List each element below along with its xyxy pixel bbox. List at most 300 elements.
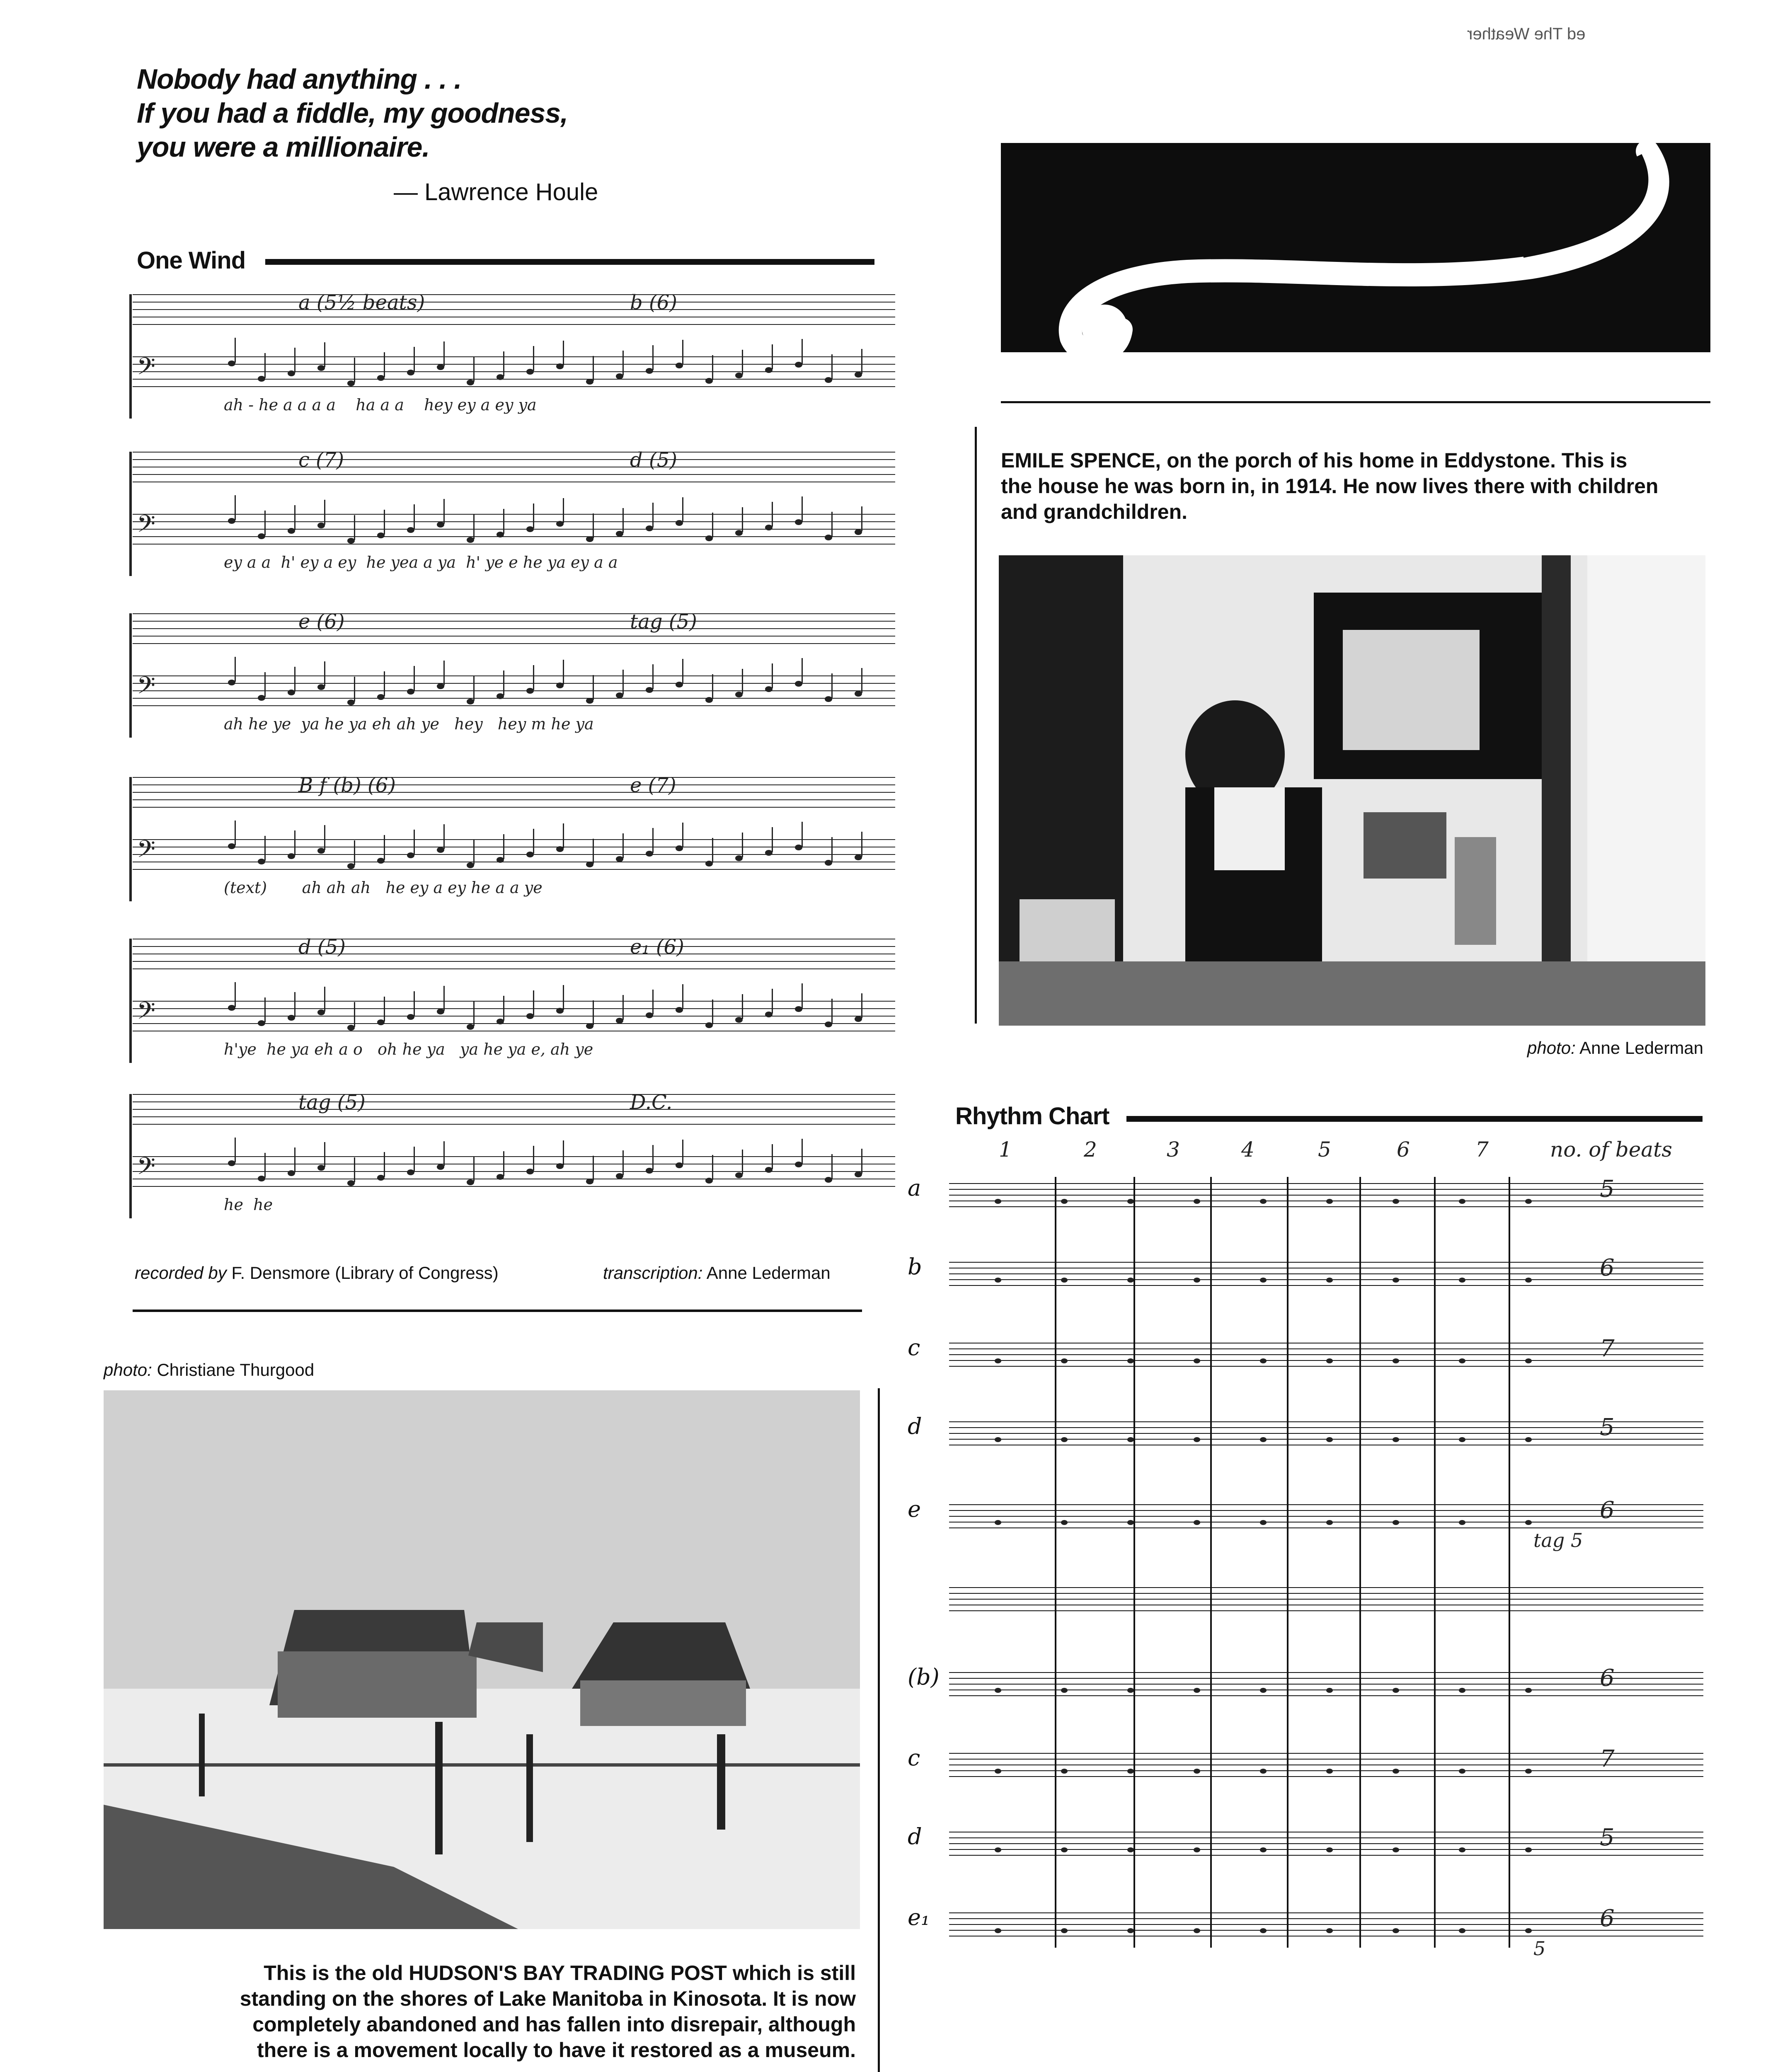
note-stem — [772, 827, 773, 852]
system-brace — [129, 613, 132, 738]
top-right-rule — [1001, 401, 1710, 403]
note-stem — [294, 505, 295, 530]
rhythm-staff-line — [949, 1366, 1703, 1367]
one-wind-title-rule — [265, 259, 874, 265]
rhythm-note — [1459, 1437, 1465, 1442]
rhythm-note — [1326, 1437, 1333, 1442]
rhythm-note — [1326, 1358, 1333, 1363]
rhythm-row-label: e — [908, 1496, 921, 1522]
note-stem — [861, 506, 862, 531]
rhythm-barline — [1133, 1177, 1135, 1948]
rhythm-column-header: no. of beats — [1550, 1138, 1672, 1162]
note-stem — [622, 670, 624, 695]
bass-clef-icon: 𝄢 — [137, 997, 156, 1031]
note-stem — [294, 1147, 295, 1172]
bass-clef-icon: 𝄢 — [137, 510, 156, 544]
rhythm-note — [1194, 1769, 1200, 1774]
rhythm-staff-line — [949, 1684, 1703, 1685]
rhythm-note — [1525, 1520, 1532, 1525]
note-stem — [294, 348, 295, 373]
marker-staff — [133, 452, 895, 489]
rhythm-barline — [1055, 1177, 1056, 1948]
rhythm-column-header: 1 — [999, 1138, 1012, 1162]
rhythm-note — [1127, 1358, 1134, 1363]
note-stem — [264, 836, 266, 861]
note-stem — [593, 356, 594, 381]
note-stem — [294, 667, 295, 692]
note-stem — [354, 840, 355, 865]
note-stem — [443, 1141, 445, 1166]
note-stem — [294, 830, 295, 855]
note-stem — [414, 347, 415, 372]
score-bottom-rule — [133, 1310, 862, 1312]
note-stem — [533, 990, 534, 1015]
section-marker: d (5) — [630, 448, 677, 472]
rhythm-row-note: 5 — [1533, 1937, 1546, 1960]
rhythm-staff-line — [949, 1262, 1703, 1263]
section-marker: a (5½ beats) — [298, 291, 425, 314]
note-stem — [831, 1154, 833, 1179]
rhythm-note — [1525, 1358, 1532, 1363]
note-stem — [503, 834, 504, 859]
rhythm-note — [1194, 1437, 1200, 1442]
note-stem — [443, 661, 445, 685]
post-photo-credit — [104, 1360, 314, 1380]
note-stem — [861, 1149, 862, 1174]
rhythm-note — [1061, 1769, 1068, 1774]
one-wind-title: One Wind — [137, 247, 246, 274]
rhythm-note — [1326, 1520, 1333, 1525]
rhythm-note — [1459, 1199, 1465, 1204]
rhythm-note — [1061, 1437, 1068, 1442]
rhythm-staff-line — [949, 1924, 1703, 1925]
note-stem — [772, 663, 773, 688]
rhythm-barline — [1287, 1177, 1288, 1948]
rhythm-staff-line — [949, 1510, 1703, 1511]
quote-line-2: If you had a fiddle, my goodness, — [137, 97, 568, 129]
rhythm-note — [1326, 1688, 1333, 1693]
spence-photo-caption: EMILE SPENCE, on the porch of his home in Eddystone. This is the house he was born in, in 1914. He now lives there with children and grandchildren. — [1001, 449, 1659, 523]
note-stem — [324, 987, 325, 1012]
note-stem — [652, 345, 654, 370]
transcription-label: transcription: — [603, 1263, 703, 1283]
rhythm-note — [1260, 1769, 1267, 1774]
rhythm-staff-line — [949, 1527, 1703, 1528]
rhythm-row-label: d — [908, 1413, 922, 1439]
rhythm-beat-count: 6 — [1600, 1905, 1615, 1932]
rhythm-staff-line — [949, 1504, 1703, 1505]
rhythm-beat-count: 5 — [1600, 1176, 1615, 1203]
rhythm-staff-line — [949, 1433, 1703, 1434]
rhythm-staff-line — [949, 1599, 1703, 1600]
note-stem — [473, 840, 475, 864]
rhythm-staff-line — [949, 1918, 1703, 1919]
note-stem — [264, 511, 266, 535]
note-stem — [533, 346, 534, 371]
note-stem — [414, 666, 415, 691]
rhythm-note — [1459, 1688, 1465, 1693]
marker-staff — [133, 613, 895, 651]
note-stem — [294, 992, 295, 1017]
rhythm-note — [1459, 1928, 1465, 1933]
rhythm-note — [1061, 1278, 1068, 1283]
lyric-line: ey a a h' ey a ey he yea a ya h' ye e he ya ey a a — [224, 553, 618, 571]
note-stem — [652, 503, 654, 528]
rhythm-note — [1393, 1278, 1399, 1283]
note-stem — [324, 342, 325, 367]
note-stem — [235, 657, 236, 682]
rhythm-note — [995, 1358, 1001, 1363]
rhythm-barline — [1434, 1177, 1436, 1948]
quote-line-1: Nobody had anything . . . — [137, 63, 462, 95]
rhythm-staff-line — [949, 1753, 1703, 1754]
rhythm-note — [1326, 1928, 1333, 1933]
system-brace — [129, 294, 132, 419]
rhythm-staff-line — [949, 1672, 1703, 1673]
system-brace — [129, 777, 132, 901]
rhythm-note — [1459, 1769, 1465, 1774]
note-stem — [533, 503, 534, 528]
transcription-value: Anne Lederman — [706, 1263, 831, 1283]
section-marker: e (7) — [630, 774, 676, 797]
rhythm-note — [1393, 1437, 1399, 1442]
note-stem — [742, 994, 743, 1019]
rhythm-note — [1525, 1928, 1532, 1933]
note-stem — [772, 344, 773, 369]
rhythm-staff-line — [949, 1183, 1703, 1184]
note-stem — [563, 341, 564, 366]
note-stem — [712, 1155, 713, 1180]
spence-credit-value: Anne Lederman — [1579, 1038, 1704, 1058]
rhythm-beat-count: 5 — [1600, 1414, 1615, 1441]
note-stem — [831, 512, 833, 537]
note-stem — [772, 1144, 773, 1169]
bass-clef-icon: 𝄢 — [137, 671, 156, 705]
quote-line-3: you were a millionaire. — [137, 131, 430, 163]
note-stem — [354, 1157, 355, 1182]
rhythm-note — [1061, 1199, 1068, 1204]
rhythm-note — [995, 1199, 1001, 1204]
note-stem — [652, 1145, 654, 1170]
rhythm-staff-line — [949, 1206, 1703, 1207]
rhythm-note — [1127, 1847, 1134, 1852]
lyric-line: ah - he a a a a ha a a hey ey a ey ya — [224, 396, 537, 414]
rhythm-staff-line — [949, 1421, 1703, 1422]
marker-staff — [133, 294, 895, 332]
rhythm-note — [1194, 1847, 1200, 1852]
rhythm-note — [1127, 1278, 1134, 1283]
note-stem — [831, 354, 833, 379]
note-stem — [235, 821, 236, 845]
note-stem — [235, 495, 236, 520]
rhythm-note — [1127, 1199, 1134, 1204]
note-stem — [712, 838, 713, 863]
note-stem — [802, 658, 803, 683]
rhythm-chart-title-rule — [1126, 1116, 1703, 1122]
rhythm-chart-vertical-rule — [878, 1388, 880, 2072]
rhythm-staff-line — [949, 1695, 1703, 1696]
rhythm-note — [1127, 1520, 1134, 1525]
post-credit-label: photo: — [104, 1360, 152, 1380]
note-stem — [802, 1139, 803, 1164]
rhythm-staff-line — [949, 1273, 1703, 1274]
notes-staff — [133, 356, 895, 394]
note-stem — [384, 1152, 385, 1177]
rhythm-note — [1525, 1769, 1532, 1774]
rhythm-beat-count: 6 — [1600, 1497, 1615, 1524]
notes-staff — [133, 675, 895, 713]
rhythm-note — [995, 1928, 1001, 1933]
note-stem — [503, 1151, 504, 1176]
note-stem — [354, 677, 355, 702]
note-stem — [264, 1153, 266, 1178]
rhythm-note — [1393, 1928, 1399, 1933]
note-stem — [384, 510, 385, 535]
note-stem — [593, 1000, 594, 1025]
note-stem — [831, 999, 833, 1024]
note-stem — [742, 350, 743, 375]
note-stem — [473, 1001, 475, 1026]
rhythm-row-label: (b) — [908, 1664, 940, 1690]
rhythm-note — [1194, 1199, 1200, 1204]
rhythm-note — [1393, 1520, 1399, 1525]
section-marker: tag (5) — [298, 1091, 366, 1114]
rhythm-column-header: 2 — [1084, 1138, 1097, 1162]
rhythm-column-header: 7 — [1475, 1138, 1489, 1162]
rhythm-barline — [1210, 1177, 1212, 1948]
note-stem — [802, 822, 803, 847]
notes-staff — [133, 1001, 895, 1038]
marker-staff — [133, 777, 895, 814]
note-stem — [802, 496, 803, 521]
rhythm-staff-line — [949, 1587, 1703, 1588]
rhythm-row-label: c — [908, 1334, 920, 1360]
note-stem — [443, 499, 445, 524]
rhythm-note — [1127, 1769, 1134, 1774]
note-stem — [861, 993, 862, 1018]
note-stem — [622, 1150, 624, 1175]
rhythm-row-label: b — [908, 1254, 922, 1280]
rhythm-note — [1127, 1437, 1134, 1442]
note-stem — [772, 502, 773, 527]
spence-vertical-rule — [975, 427, 977, 1024]
note-stem — [622, 833, 624, 858]
note-stem — [473, 1157, 475, 1181]
rhythm-note — [1194, 1520, 1200, 1525]
note-stem — [622, 995, 624, 1020]
note-stem — [563, 660, 564, 685]
recording-credit — [135, 1263, 499, 1283]
note-stem — [264, 997, 266, 1022]
note-stem — [563, 498, 564, 523]
rhythm-note — [1260, 1437, 1267, 1442]
bass-clef-icon: 𝄢 — [137, 835, 156, 869]
note-stem — [682, 1140, 683, 1164]
rhythm-note — [1393, 1199, 1399, 1204]
note-stem — [324, 825, 325, 850]
note-stem — [324, 500, 325, 525]
rhythm-note — [1260, 1928, 1267, 1933]
notes-staff — [133, 1156, 895, 1193]
note-stem — [235, 982, 236, 1007]
rhythm-staff-line — [949, 1195, 1703, 1196]
rhythm-note — [1260, 1520, 1267, 1525]
rhythm-beat-count: 6 — [1600, 1665, 1615, 1692]
rhythm-note — [1260, 1688, 1267, 1693]
rhythm-note — [1525, 1278, 1532, 1283]
section-marker: D.C. — [630, 1091, 673, 1114]
rhythm-note — [1326, 1199, 1333, 1204]
rhythm-note — [1525, 1199, 1532, 1204]
note-stem — [503, 509, 504, 534]
rhythm-note — [995, 1520, 1001, 1525]
notes-staff — [133, 514, 895, 551]
note-stem — [354, 358, 355, 382]
rhythm-note — [1194, 1688, 1200, 1693]
rhythm-beat-count: 6 — [1600, 1254, 1615, 1281]
note-stem — [682, 659, 683, 684]
rhythm-staff-line — [949, 1759, 1703, 1760]
note-stem — [712, 674, 713, 699]
rhythm-note — [995, 1847, 1001, 1852]
rhythm-row-label: e₁ — [908, 1904, 930, 1930]
note-stem — [264, 672, 266, 697]
rhythm-note — [1061, 1928, 1068, 1933]
note-stem — [831, 673, 833, 698]
post-credit-value: Christiane Thurgood — [157, 1360, 315, 1380]
rhythm-note — [1260, 1278, 1267, 1283]
rhythm-row-label: c — [908, 1745, 920, 1771]
rhythm-note — [1194, 1358, 1200, 1363]
note-stem — [861, 832, 862, 857]
rhythm-chart-title: Rhythm Chart — [955, 1103, 1109, 1130]
rhythm-staff-line — [949, 1516, 1703, 1517]
note-stem — [742, 1150, 743, 1174]
top-corner-text: ed The Weather — [1467, 25, 1586, 43]
recorded-by-label: recorded by — [135, 1263, 227, 1283]
note-stem — [235, 1138, 236, 1162]
rhythm-note — [995, 1769, 1001, 1774]
section-marker: tag (5) — [630, 610, 697, 633]
note-stem — [652, 664, 654, 689]
rhythm-note — [995, 1688, 1001, 1693]
note-stem — [384, 997, 385, 1021]
note-stem — [772, 989, 773, 1014]
rhythm-beat-count: 7 — [1600, 1335, 1615, 1362]
note-stem — [742, 507, 743, 532]
notes-staff — [133, 839, 895, 876]
note-stem — [563, 985, 564, 1010]
note-stem — [324, 661, 325, 686]
marker-staff — [133, 1094, 895, 1131]
rhythm-note — [1326, 1769, 1333, 1774]
note-stem — [802, 339, 803, 364]
note-stem — [652, 828, 654, 853]
note-stem — [354, 515, 355, 540]
note-stem — [503, 670, 504, 695]
rhythm-note — [1525, 1847, 1532, 1852]
rhythm-note — [1525, 1688, 1532, 1693]
note-stem — [414, 1147, 415, 1172]
note-stem — [443, 341, 445, 366]
note-stem — [712, 355, 713, 380]
rhythm-beat-count: 5 — [1600, 1824, 1615, 1851]
rhythm-note — [1260, 1358, 1267, 1363]
rhythm-staff-line — [949, 1912, 1703, 1913]
note-stem — [861, 349, 862, 374]
rhythm-note — [995, 1278, 1001, 1283]
rhythm-note — [1393, 1769, 1399, 1774]
quote-attribution: — Lawrence Houle — [394, 179, 598, 206]
marker-staff — [133, 939, 895, 976]
note-stem — [622, 508, 624, 533]
rhythm-staff-line — [949, 1678, 1703, 1679]
rhythm-note — [1326, 1278, 1333, 1283]
rhythm-staff-line — [949, 1776, 1703, 1777]
note-stem — [652, 990, 654, 1014]
rhythm-staff-line — [949, 1837, 1703, 1838]
transcription-credit — [603, 1263, 831, 1283]
system-brace — [129, 939, 132, 1063]
rhythm-note — [995, 1437, 1001, 1442]
section-marker: e (6) — [298, 610, 345, 633]
lyric-line: ah he ye ya he ya eh ah ye hey hey m he ya — [224, 715, 594, 733]
rhythm-note — [1061, 1847, 1068, 1852]
rhythm-note — [1393, 1847, 1399, 1852]
rhythm-note — [1061, 1520, 1068, 1525]
rhythm-note — [1260, 1199, 1267, 1204]
rhythm-staff-line — [949, 1855, 1703, 1856]
note-stem — [622, 351, 624, 375]
note-stem — [802, 983, 803, 1008]
note-stem — [414, 504, 415, 529]
note-stem — [563, 823, 564, 848]
note-stem — [235, 338, 236, 363]
note-stem — [354, 1002, 355, 1027]
rhythm-row-label: a — [908, 1175, 921, 1201]
system-brace — [129, 1094, 132, 1218]
rhythm-note — [1393, 1688, 1399, 1693]
note-stem — [861, 668, 862, 693]
rhythm-note — [1260, 1847, 1267, 1852]
note-stem — [473, 676, 475, 701]
rhythm-note — [1459, 1847, 1465, 1852]
note-stem — [742, 669, 743, 694]
rhythm-staff-line — [949, 1593, 1703, 1594]
section-marker: B f (b) (6) — [298, 774, 396, 797]
hudsons-bay-post-photo — [104, 1390, 860, 1929]
note-stem — [712, 513, 713, 537]
note-stem — [503, 351, 504, 376]
rhythm-barline — [1359, 1177, 1361, 1948]
note-stem — [473, 514, 475, 539]
system-brace — [129, 452, 132, 576]
rhythm-column-header: 6 — [1397, 1138, 1410, 1162]
rhythm-barline — [1509, 1177, 1510, 1948]
section-marker: d (5) — [298, 935, 346, 959]
note-stem — [593, 513, 594, 538]
rhythm-row-label: d — [908, 1823, 922, 1849]
rhythm-note — [1194, 1928, 1200, 1933]
note-stem — [593, 675, 594, 700]
note-stem — [324, 1142, 325, 1167]
rhythm-column-header: 3 — [1167, 1138, 1180, 1162]
rhythm-staff-line — [949, 1285, 1703, 1286]
note-stem — [533, 829, 534, 854]
note-stem — [533, 1146, 534, 1171]
rhythm-staff-line — [949, 1354, 1703, 1355]
note-stem — [593, 839, 594, 864]
